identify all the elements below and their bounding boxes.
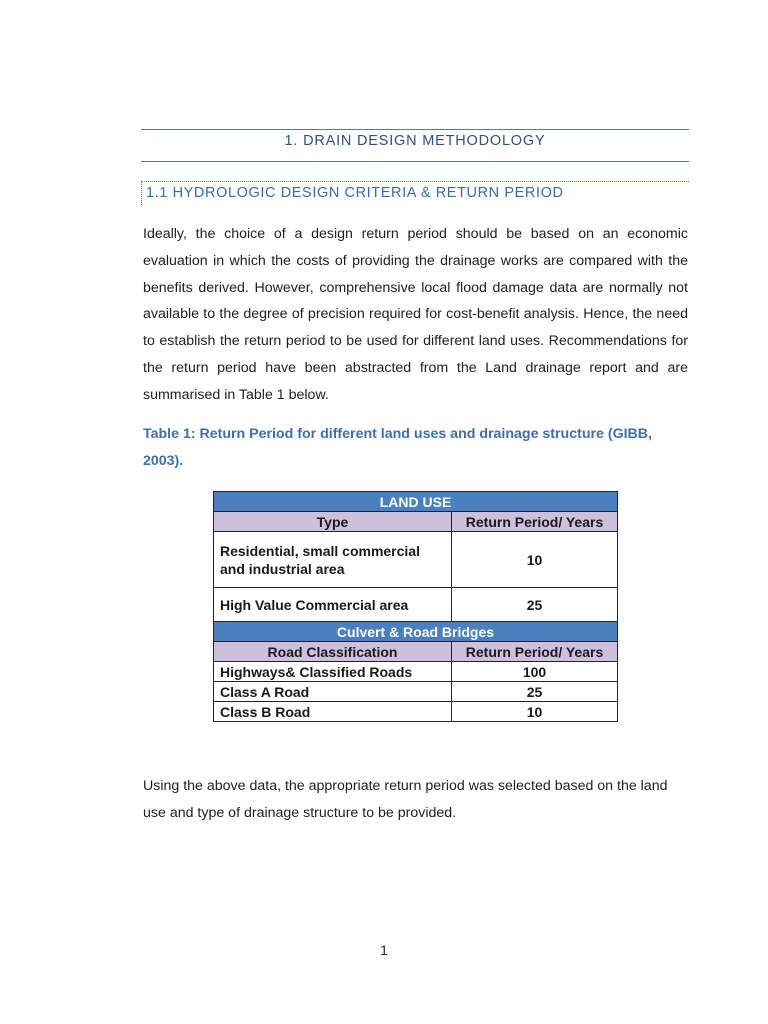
land-use-band: LAND USE	[214, 492, 618, 512]
return-period-cell: 10	[452, 702, 618, 722]
table-caption: Table 1: Return Period for different land uses and drainage structure (GIBB, 2003).	[143, 426, 652, 469]
title-rule-top	[141, 129, 689, 130]
land-use-type-cell: Residential, small commercial and industrial area	[214, 532, 452, 588]
section-heading: 1.1 HYDROLOGIC DESIGN CRITERIA & RETURN PERIOD	[141, 181, 689, 205]
return-period-table	[213, 491, 618, 722]
return-period-cell: 100	[452, 662, 618, 682]
page-number: 1	[380, 942, 388, 958]
return-period-cell: 25	[452, 682, 618, 702]
title-rule-bottom	[141, 161, 689, 162]
conclusion-paragraph: Using the above data, the appropriate return period was selected based on the land use and type of drainage structure to be provided.	[143, 778, 668, 821]
road-class-cell: Class A Road	[214, 682, 452, 702]
table-row	[214, 682, 618, 702]
column-header-return-period: Return Period/ Years	[452, 512, 618, 532]
column-header-road-classification: Road Classification	[214, 642, 452, 662]
intro-paragraph: Ideally, the choice of a design return period should be based on an economic evaluation in which the costs of providing the drainage works are compared with the benefits derived. However, comprehensive local flood damage data are normally not available to the degree of precision required for cost-benefit analysis. Hence, the need to establish the return period to be used for different land uses. Recommendations for the return period have been abstracted from the Land drainage report and are summarised in Table 1 below.	[143, 226, 688, 403]
land-use-band-row	[214, 492, 618, 512]
column-header-type: Type	[214, 512, 452, 532]
table-row	[214, 702, 618, 722]
return-period-cell: 25	[452, 588, 618, 622]
culvert-band-row	[214, 622, 618, 642]
chapter-title: 1. DRAIN DESIGN METHODOLOGY	[284, 133, 546, 149]
column-header-return-period: Return Period/ Years	[452, 642, 618, 662]
land-use-header-row	[214, 512, 618, 532]
table-row	[214, 532, 618, 588]
land-use-type-cell: High Value Commercial area	[214, 588, 452, 622]
road-class-cell: Highways& Classified Roads	[214, 662, 452, 682]
return-period-cell: 10	[452, 532, 618, 588]
table-row	[214, 662, 618, 682]
road-class-cell: Class B Road	[214, 702, 452, 722]
culvert-band: Culvert & Road Bridges	[214, 622, 618, 642]
culvert-header-row	[214, 642, 618, 662]
table-row	[214, 588, 618, 622]
